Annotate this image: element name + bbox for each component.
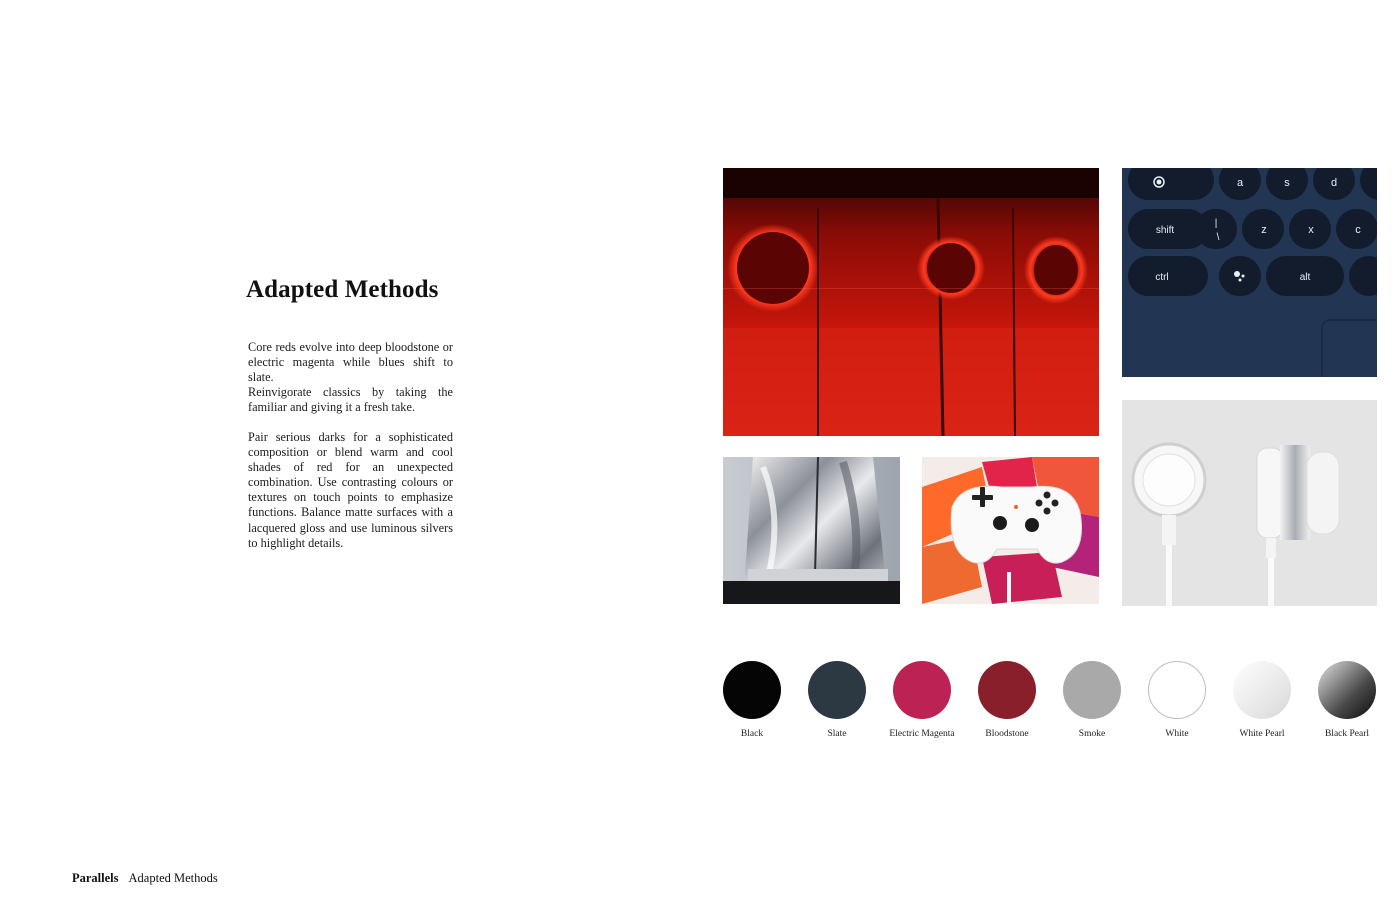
key-ctrl: ctrl bbox=[1155, 272, 1169, 283]
footer-brand: Parallels bbox=[72, 871, 119, 885]
swatch-label: Black bbox=[740, 729, 764, 739]
swatch-label: Smoke bbox=[1078, 729, 1106, 739]
key-alt: alt bbox=[1299, 272, 1311, 283]
red-room-photo bbox=[723, 168, 1099, 436]
key-c: c bbox=[1355, 224, 1361, 236]
swatch-circle bbox=[1148, 661, 1206, 719]
swatch-circle bbox=[893, 661, 951, 719]
keyboard-photo bbox=[1122, 168, 1377, 377]
swatch-circle bbox=[808, 661, 866, 719]
swatch-circle bbox=[1063, 661, 1121, 719]
swatch-circle bbox=[1233, 661, 1291, 719]
key-backslash: \ bbox=[1216, 232, 1220, 243]
key-a: a bbox=[1236, 177, 1244, 189]
swatch-circle bbox=[978, 661, 1036, 719]
key-s: s bbox=[1284, 177, 1290, 189]
swatch-label: Slate bbox=[827, 729, 847, 739]
swatch-label: Black Pearl bbox=[1324, 729, 1370, 739]
body-paragraph-1: Core reds evolve into deep bloodstone or electric magenta while blues shift to slate. bbox=[248, 340, 453, 385]
body-paragraph-2: Reinvigorate classics by taking the familiar and giving it a fresh take. bbox=[248, 385, 453, 415]
silver-jacket-photo bbox=[723, 457, 900, 604]
swatch-label: White Pearl bbox=[1239, 729, 1285, 739]
footer bbox=[72, 871, 218, 886]
page-title: Adapted Methods bbox=[246, 276, 439, 303]
swatch-white-pearl bbox=[1219, 661, 1305, 739]
swatch-bloodstone bbox=[964, 661, 1050, 739]
key-pipe: | bbox=[1214, 218, 1218, 229]
footer-section: Adapted Methods bbox=[128, 871, 218, 885]
key-x: x bbox=[1308, 224, 1314, 236]
swatch-slate bbox=[794, 661, 880, 739]
swatch-label: Electric Magenta bbox=[889, 729, 955, 739]
game-controller-photo bbox=[922, 457, 1099, 604]
swatch-white bbox=[1134, 661, 1220, 739]
key-shift: shift bbox=[1155, 225, 1175, 236]
swatch-label: Bloodstone bbox=[985, 729, 1029, 739]
swatch-electric-magenta bbox=[879, 661, 965, 739]
swatch-smoke bbox=[1049, 661, 1135, 739]
swatch-circle bbox=[723, 661, 781, 719]
earbuds-photo bbox=[1122, 400, 1377, 606]
key-z: z bbox=[1261, 224, 1267, 236]
swatch-circle bbox=[1318, 661, 1376, 719]
body-paragraph-3: Pair serious darks for a sophisticated composition or blend warm and cool shades of red for an unexpected combination. Use contrasting colours or textures on touch points to emphasize functions. Balance matte surfaces with a lacquered gloss and use luminous silvers to highlight details. bbox=[248, 430, 453, 550]
swatch-label: White bbox=[1165, 729, 1189, 739]
key-d: d bbox=[1330, 177, 1338, 189]
swatch-black-pearl bbox=[1304, 661, 1390, 739]
swatch-black bbox=[709, 661, 795, 739]
